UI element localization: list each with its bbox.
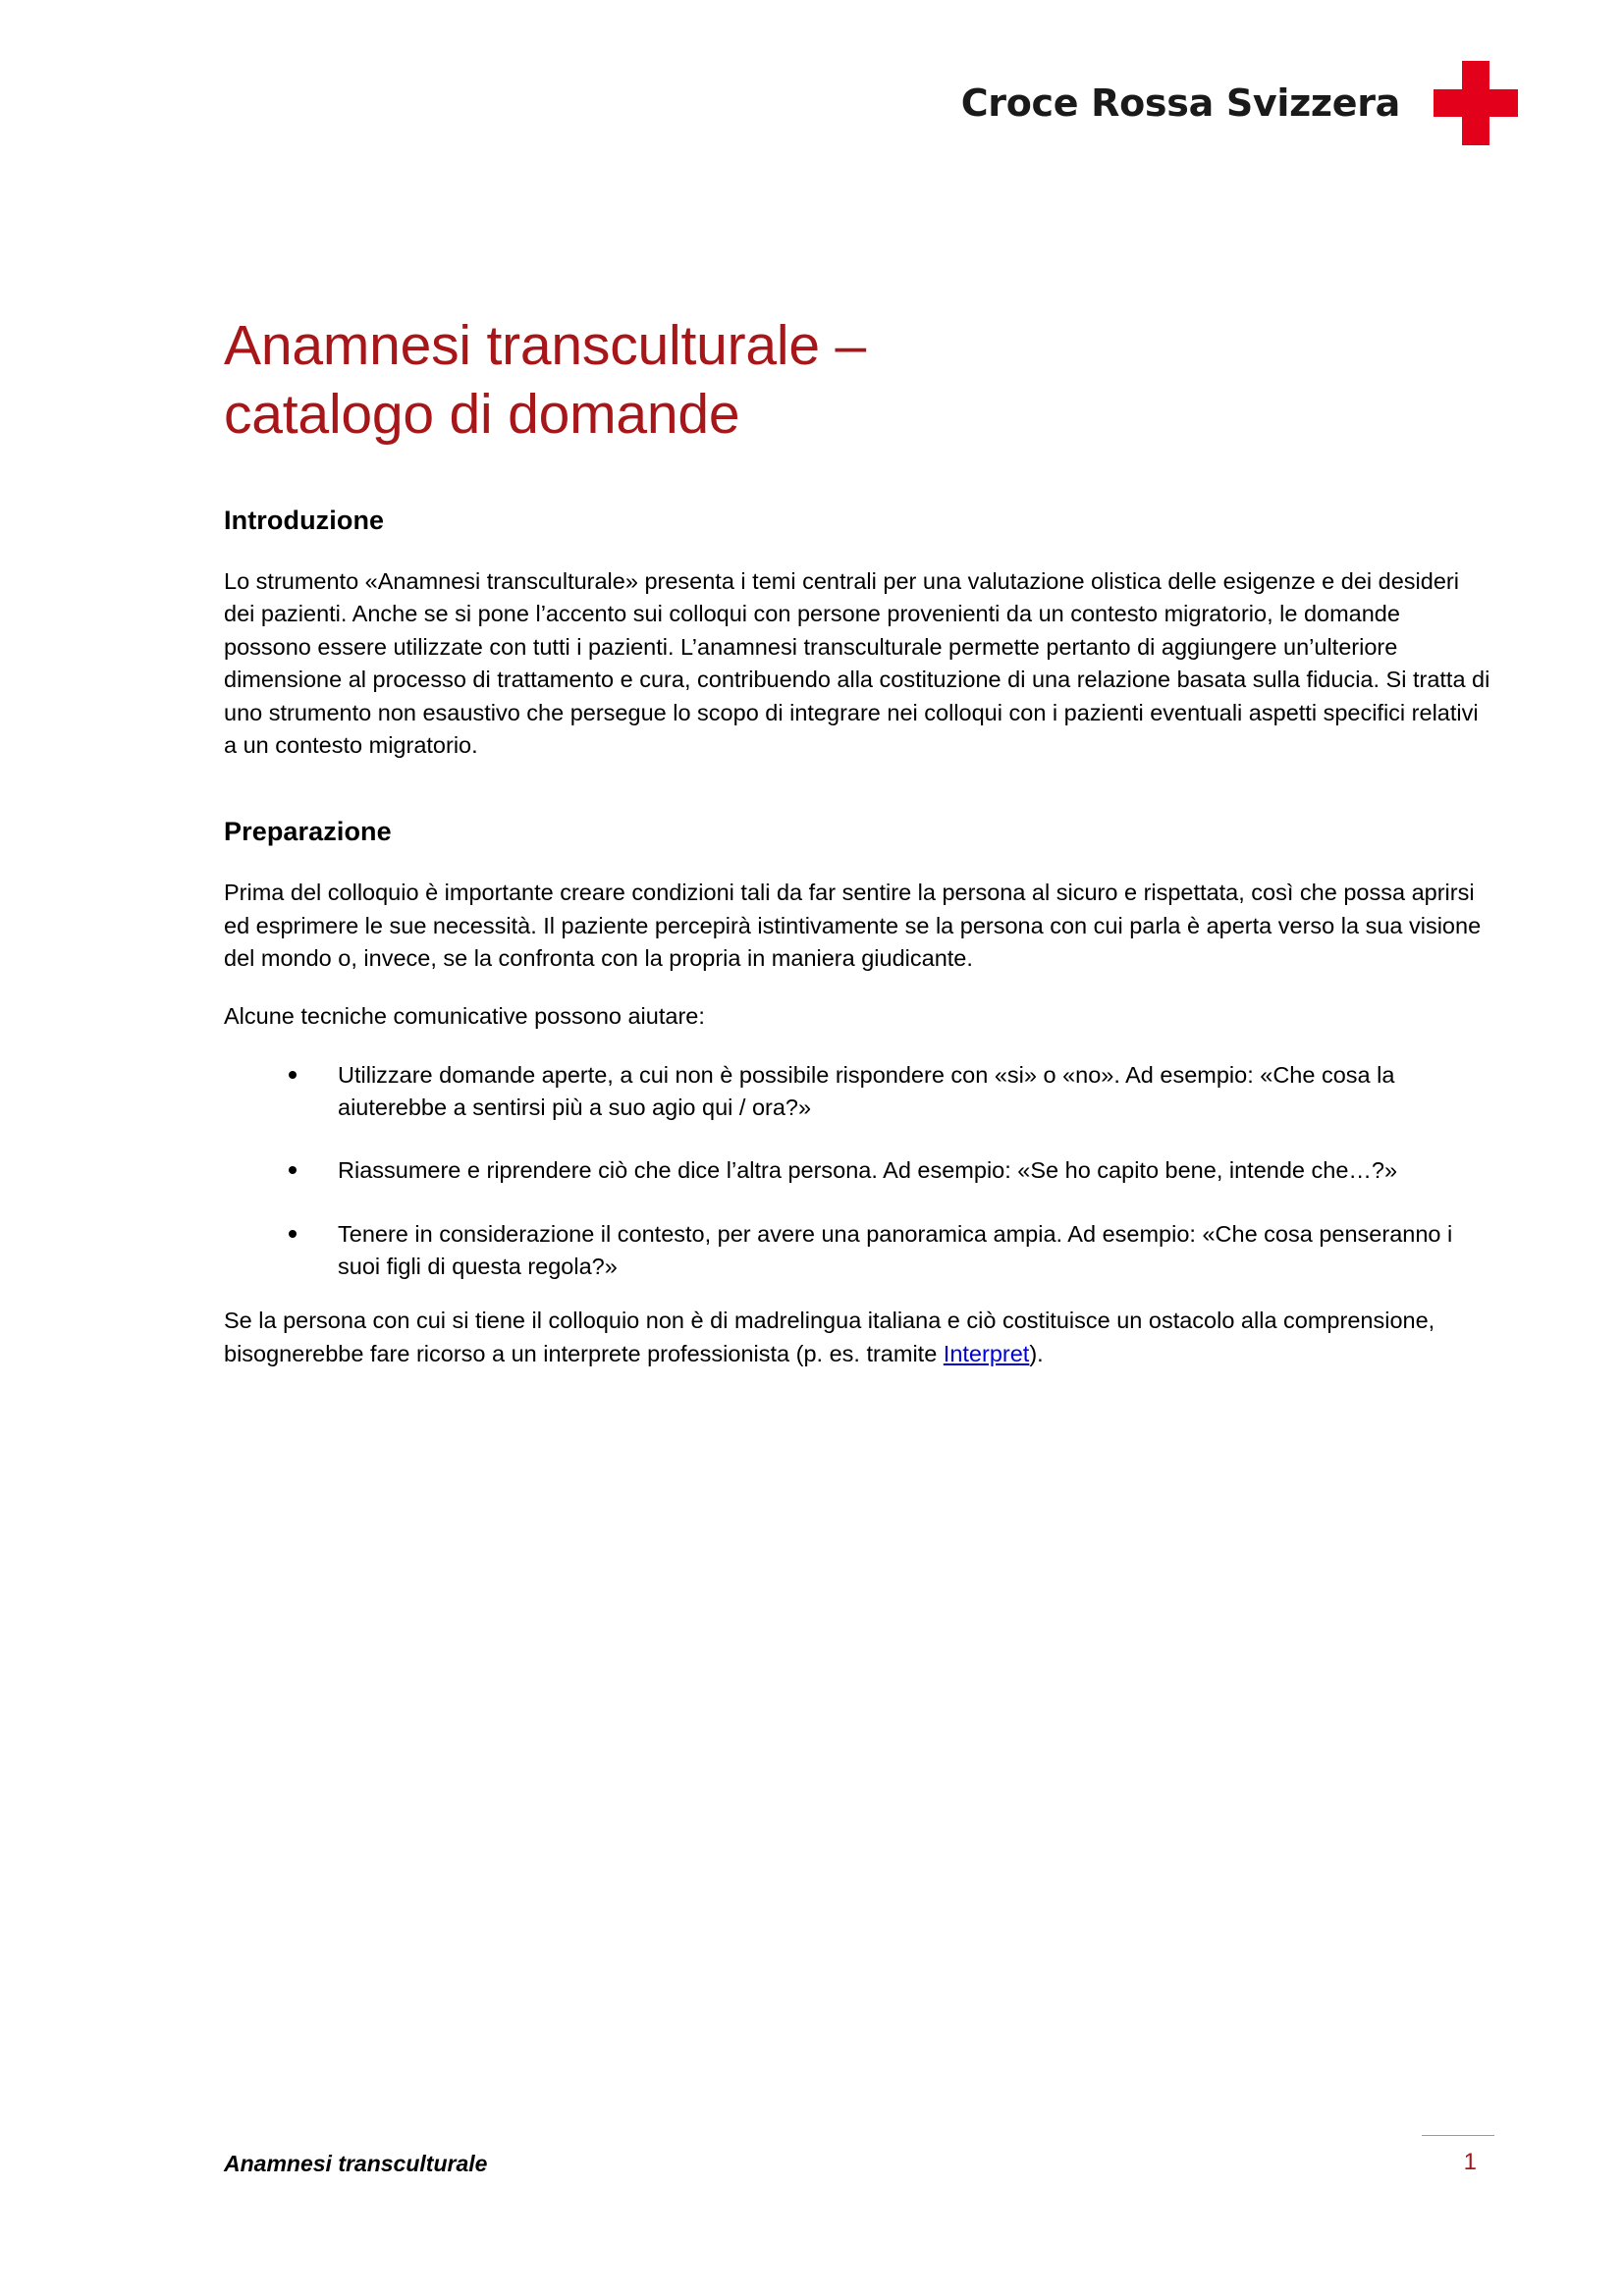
bullet-icon xyxy=(289,1230,297,1238)
list-item-text: Riassumere e riprendere ciò che dice l’altra persona. Ad esempio: «Se ho capito bene, intende che…?» xyxy=(338,1157,1398,1184)
footer-page-number: 1 xyxy=(1463,2149,1477,2175)
paragraph-interprete-after-link: ). xyxy=(1029,1340,1044,1366)
document-body xyxy=(224,312,1492,1370)
section-heading-introduzione: Introduzione xyxy=(224,506,385,536)
section-preparazione xyxy=(224,817,1492,1370)
list-item xyxy=(289,1154,1492,1187)
paragraph-interprete-before-link: Se la persona con cui si tiene il colloquio non è di madrelingua italiana e ciò costituisce un ostacolo alla comprensione, bisognerebbe fare ricorso a un interprete professionista (p. es. tramite xyxy=(224,1308,1435,1366)
interpret-link[interactable]: Interpret xyxy=(943,1340,1030,1366)
brand-name: Croce Rossa Svizzera xyxy=(960,81,1400,125)
paragraph-introduzione: Lo strumento «Anamnesi transculturale» presenta i temi centrali per una valutazione olistica delle esigenze e dei desideri dei pazienti. Anche se si pone l’accento sui colloqui con persone provenienti da un contesto migratorio, le domande possono essere utilizzate con tutti i pazienti. L’anamnesi transculturale permette pertanto di aggiungere un’ulteriore dimensione al processo di trattamento e cura, contribuendo alla costituzione di una relazione basata sulla fiducia. Si tratta di uno strumento non esaustivo che persegue lo scopo di integrare nei colloqui con i pazienti eventuali aspetti specifici relativi a un contesto migratorio. xyxy=(224,568,1490,758)
section-heading-preparazione: Preparazione xyxy=(224,817,392,847)
page-footer xyxy=(224,2135,1494,2190)
list-lead-in-text: Alcune tecniche comunicative possono aiutare: xyxy=(224,1003,705,1030)
red-cross-icon xyxy=(1434,61,1518,145)
footer-divider xyxy=(1422,2135,1494,2136)
page-header xyxy=(961,61,1518,145)
list-item-text: Utilizzare domande aperte, a cui non è possibile rispondere con «si» o «no». Ad esempio: «Che cosa la aiuterebbe a sentirsi più a suo agio qui / ora?» xyxy=(338,1061,1395,1121)
bullet-icon xyxy=(289,1166,297,1174)
list-item xyxy=(289,1059,1492,1125)
paragraph-preparazione: Prima del colloquio è importante creare condizioni tali da far sentire la persona al sicuro e rispettata, così che possa aprirsi ed esprimere le sue necessità. Il paziente percepirà istintivamente se la persona con cui parla è aperta verso la sua visione del mondo o, invece, se la confronta con la propria in maniera giudicante. xyxy=(224,880,1482,971)
page-title xyxy=(224,312,1492,449)
page-title-line-2: catalogo di domande xyxy=(224,382,740,446)
list-item xyxy=(289,1218,1492,1284)
section-introduzione xyxy=(224,506,1492,762)
bullet-icon xyxy=(289,1071,297,1079)
techniques-list xyxy=(224,1059,1492,1284)
page-title-line-1: Anamnesi transculturale – xyxy=(224,314,867,377)
list-item-text: Tenere in considerazione il contesto, per avere una panoramica ampia. Ad esempio: «Che cosa penseranno i suoi figli di questa regola?» xyxy=(338,1220,1453,1280)
paragraph-interprete xyxy=(224,1305,1492,1370)
footer-document-name: Anamnesi transculturale xyxy=(224,2151,488,2176)
